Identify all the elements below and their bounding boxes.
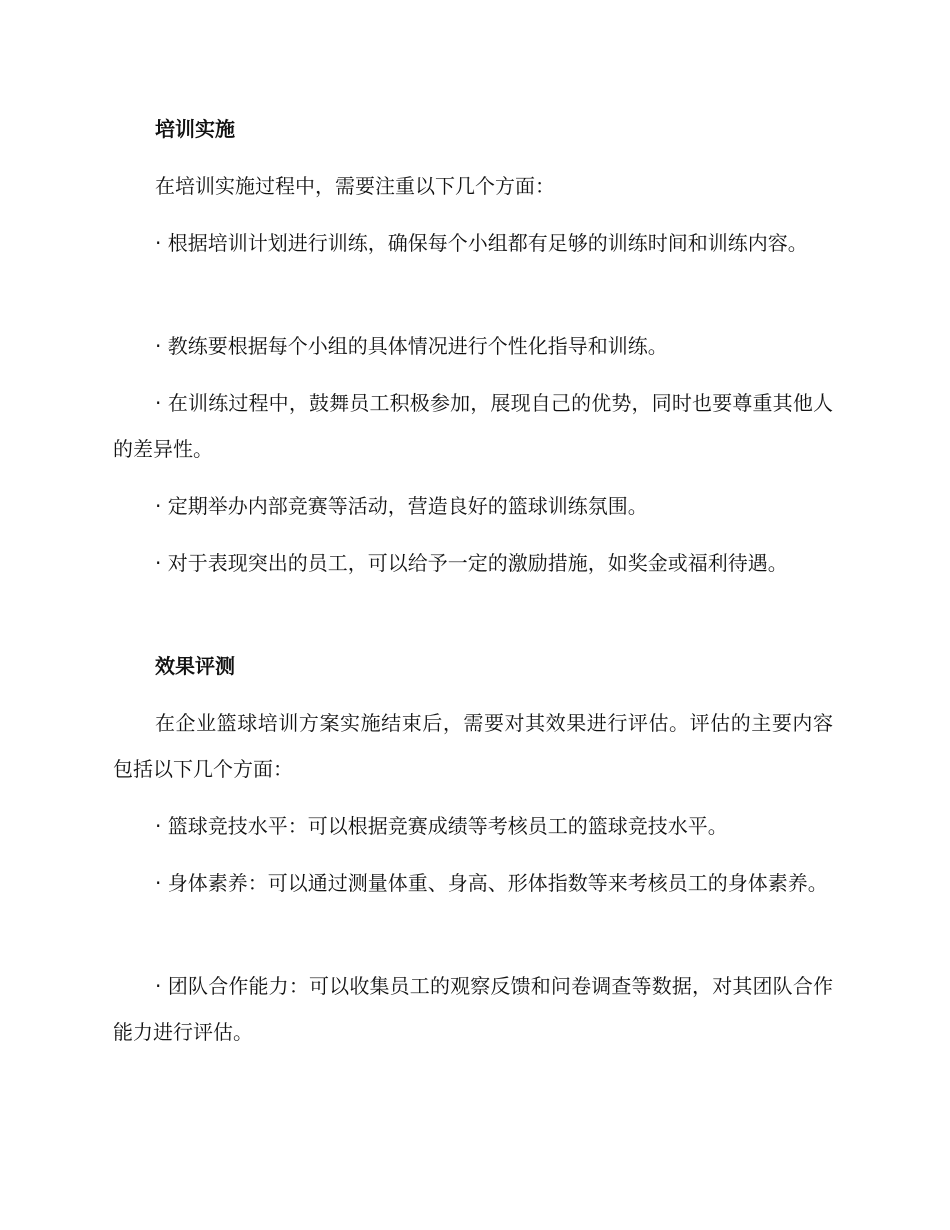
bullet-item: · 身体素养：可以通过测量体重、身高、形体指数等来考核员工的身体素养。 (155, 871, 828, 895)
bullet-item: · 教练要根据每个小组的具体情况进行个性化指导和训练。 (155, 334, 668, 358)
bullet-item: · 定期举办内部竞赛等活动，营造良好的篮球训练氛围。 (155, 494, 648, 518)
bullet-item: · 根据培训计划进行训练，确保每个小组都有足够的训练时间和训练内容。 (155, 231, 808, 255)
bullet-item: · 篮球竞技水平：可以根据竞赛成绩等考核员工的篮球竞技水平。 (155, 814, 728, 838)
bullet-item: · 在训练过程中，鼓舞员工积极参加，展现自己的优势，同时也要尊重其他人的差异性。 (113, 391, 833, 461)
section-heading-training-implementation: 培训实施 (155, 117, 235, 141)
bullet-item: · 团队合作能力：可以收集员工的观察反馈和问卷调查等数据，对其团队合作能力进行评估。 (113, 974, 833, 1044)
section-intro-paragraph: 在培训实施过程中，需要注重以下几个方面： (155, 174, 555, 198)
section-intro-paragraph: 在企业篮球培训方案实施结束后，需要对其效果进行评估。评估的主要内容包括以下几个方面： (113, 711, 833, 781)
bullet-item: · 对于表现突出的员工，可以给予一定的激励措施，如奖金或福利待遇。 (155, 551, 788, 575)
section-heading-effect-evaluation: 效果评测 (155, 654, 235, 678)
